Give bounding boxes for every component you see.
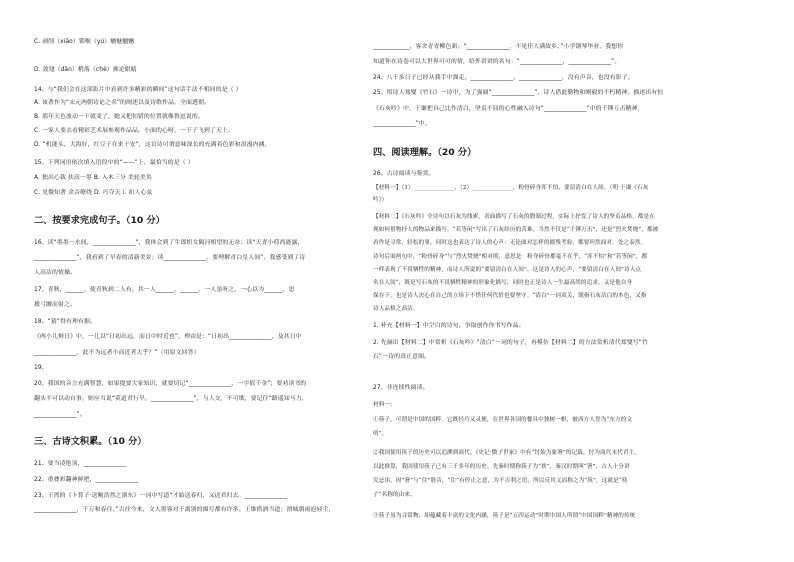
- right-column: [373, 0, 718, 562]
- question-26-task-1: 1. 补充【材料一】中空白的诗句，争取创作你书写作品。: [373, 323, 525, 329]
- question-23-line-2: ______________，千万和春住。”古往今来，文人墨客对于离别的描写都有许多。王维借酒当道：渭城朝雨浥轻尘，: [34, 507, 335, 513]
- question-20-line-1: 20、我国的音言充满智慧，如果提要大家知识，就要切记“______________，一字值千金”；要劝读书的: [34, 381, 307, 387]
- section-3-title: 三、古诗文积累。（10 分）: [34, 436, 147, 447]
- question-23-line-1: 23、王湾的《卜算子·送鲍浩然之浙东》一词中写道“才始送春归，又送君归去。______________: [34, 493, 288, 499]
- material-2-line-6: 名在人间“，既是写石灰的不畏牺牲精神的形象化描写，同时也正是诗人一生最高尚的追求，又是他自身: [373, 280, 633, 286]
- material-2-line-4: 诗句后面两句中，“粉骨碎身”与“烈火焚烧”相对照，意思是：粉身碎骨都毫不在乎，“浑不怕”和“若等闲”，都: [373, 254, 648, 260]
- question-25-line-3: ______________”中。: [373, 121, 431, 127]
- question-17-line-1: 17、青秋，______，使青秋到二人有，其一人______，______，一人虽听之，一心以为______，思: [34, 287, 295, 293]
- question-27: 27、非连续性阅读。: [373, 385, 429, 391]
- section-2-title: 二、按要求完成句子。（10 分）: [34, 215, 165, 226]
- question-16-line-2: ______________”，我看到了早春的清新美景；读______________，要理解青白皇人间”，我感受到了诗: [34, 255, 306, 261]
- question-15-options-cd: C. 见微知著 余音缭绕 D. 巧夺天工 扣人心弦: [34, 190, 153, 196]
- material-2-line-1: 【材料二】《石灰吟》全诗句以石灰为线索，表面描写了石灰的锻制过程，实际上抒发了诗人的坚贞品格，都是在: [373, 214, 655, 220]
- question-14-option-d: D. “机能头，大海好，红豆子在来干安”，这首诗可谓意味深长的充满着色彩和浪漫内涵。: [34, 142, 271, 148]
- question-14: 14、与“我们会在这部影片中看到许多精彩的瞬间”这句话手法不相同的是（ ）: [34, 87, 242, 93]
- material-2-line-8: 诗人品格之高洁。: [373, 306, 419, 312]
- section-4-title: 四、阅读理解。（20 分）: [373, 147, 477, 158]
- paragraph-2-line-4: 子”名称的由来。: [373, 492, 416, 498]
- question-18-line-3: ______________，此不为远者小而近者大乎？”（用原文回答）: [34, 350, 200, 356]
- material-label: 材料一：: [373, 402, 396, 408]
- question-22: 22、重叠彩翻神鲜把，______________: [34, 477, 139, 483]
- question-16-line-3: 人高洁的情操。: [34, 270, 76, 276]
- paragraph-2-line-3: 究忌讳，因“箸”与“住”谐音，“住”有停止之意，为不吉利之语，所以反其义而称之为“筷”，这就是“筷: [373, 478, 628, 484]
- material-1-line-2: 吟》）: [373, 197, 388, 203]
- question-26-task-2-line-1: 2. 先摘出【材料二】中赏析《石灰吟》“清白”一词的句子，再模仿【材料二】的方法赏析清代郑燮写“竹: [373, 340, 648, 346]
- material-2-line-5: 一样表现了不畏牺牲的精神，而诗人所说的“要留清白在人间”，这是诗人的心声，“要留清白在人间”诗人点: [373, 267, 642, 273]
- question-15-options-ab: A. 独出心裁 扶高一筹 B. 入木三分 美轮美奂: [34, 175, 152, 181]
- question-14-option-c: C. 一家人要去看精彩艺术展参观作品品，小面的心呀，一下子飞到了天上。: [34, 128, 234, 134]
- material-2-line-3: 看作是寻常，轻松的事，同时这也表达了诗人的心声：无论面对怎样的摧残考验，都要坦然面对，处之泰然。: [373, 240, 647, 246]
- question-23-continued-line-2: 知道你在诗卷可以大世界可可的情，给外讲讲的名句：“______________，______________”。: [373, 59, 621, 65]
- question-14-option-a: A. 该著作为“宋元两朝诗论之名”的阐述以及诗歌作品，全面透彻。: [34, 100, 211, 106]
- question-18-line-2: 《两小儿辩日》中，一儿以“日初出远，而日中时近也”，理由是：“日初出______________，及其日中: [34, 334, 302, 340]
- material-2-line-2: 现如何借物抒人的物品来描写。“若等闲”写出了石灰经历的苦难，当然不仅是“千锤万击”，还是“烈火焚烧”，都被: [373, 227, 659, 233]
- question-14-option-b: B. 那年天色波动一下就变了，她又把扣错的位置就像鲁迅说的。: [34, 114, 204, 120]
- question-26-task-2-line-2: 石”一诗的真正意图。: [373, 354, 431, 360]
- question-25-line-1: 25、悟诗人郑燮《竹石》一诗中，为了强调“______________”，诗人借此勤物和刚毅的不朽精神，描述出有恒: [373, 90, 664, 96]
- question-26: 26、古诗阅读与鉴赏。: [373, 171, 435, 177]
- question-21: 21、要当凌绝顶，______________: [34, 461, 127, 467]
- left-column: [34, 0, 369, 562]
- question-18: 18、“猜”得有理有据。: [34, 319, 96, 325]
- option-d-line: D. 敛翅（dān）稍落（chè）拂论眼睛: [34, 67, 137, 73]
- option-c-line: C. 剥削（xiāo）锁喉（yú）魑魅魍魉: [34, 39, 135, 45]
- paragraph-1-line-2: 明”。: [373, 431, 388, 437]
- question-25-line-2: 《石灰吟》中，于谦把自己比作清白，坚贞不屈的心性融入诗句“______________”中的千锤万击精神，: [373, 106, 644, 112]
- question-23-continued-line-1: ____________，客舍青青柳色新；“______________，不见佳人满故乡。”小学钢琴毕业，我想你: [373, 44, 624, 50]
- paragraph-2-line-1: ②我国使用筷子的历史可以追溯到商代。《史记·微子世家》中有“纣始为象箸”的记载，纣为商代末代君主，: [373, 450, 640, 456]
- material-2-line-7: 保存下，也是诗人决心在自己的立场下不惜任何代价也要坚守。“清白”一词双关，既指石灰洁白的本色，又指: [373, 293, 647, 299]
- question-16-line-1: 16、读“墨墨一水间，______________”，我体会到了牛郎织女隔河相望的无奈；读“天青小荷尚能露，: [34, 240, 304, 246]
- question-20-line-3: ______________”。: [34, 412, 86, 418]
- question-19: 19、: [34, 365, 48, 371]
- question-15: 15、下列词语依次填入语段中的“——”上，最恰当的是（ ）: [34, 160, 194, 166]
- question-20-line-2: 翻头不可以动自事，则应当说“莫道君行早，______________”，与人交，不可欺，要记住“路遥知马力，: [34, 396, 308, 402]
- question-17-line-2: 援弓缴而射之。: [34, 302, 76, 308]
- material-1-line-1: 【材料一】（1）______________，（2）______________，粉骨碎身浑不怕，要留清白在人间。（明·于谦《石灰: [373, 185, 649, 191]
- paragraph-1-line-1: ①筷子，可谓是中国的国粹。它既轻巧又灵便，在世界各国的餐具中独树一帜，被西方人誉为“东方的文: [373, 417, 633, 423]
- question-24: 24、八千多日子已经从我手中溜走，______________，______________，没有声音，也没有影子。: [373, 75, 634, 81]
- paragraph-2-line-2: 以此推算，我国使用筷子已有三千多年的历史。先秦时期称筷子为“挟”，秦汉时期叫“箸”，古人十分讲: [373, 464, 630, 470]
- paragraph-3-line-1: ③筷子虽为寻常物，却蕴藏着丰富的文化内涵，筷子是“五四运动”时期中国人所谓“中国国粹”精神的传统: [373, 513, 636, 519]
